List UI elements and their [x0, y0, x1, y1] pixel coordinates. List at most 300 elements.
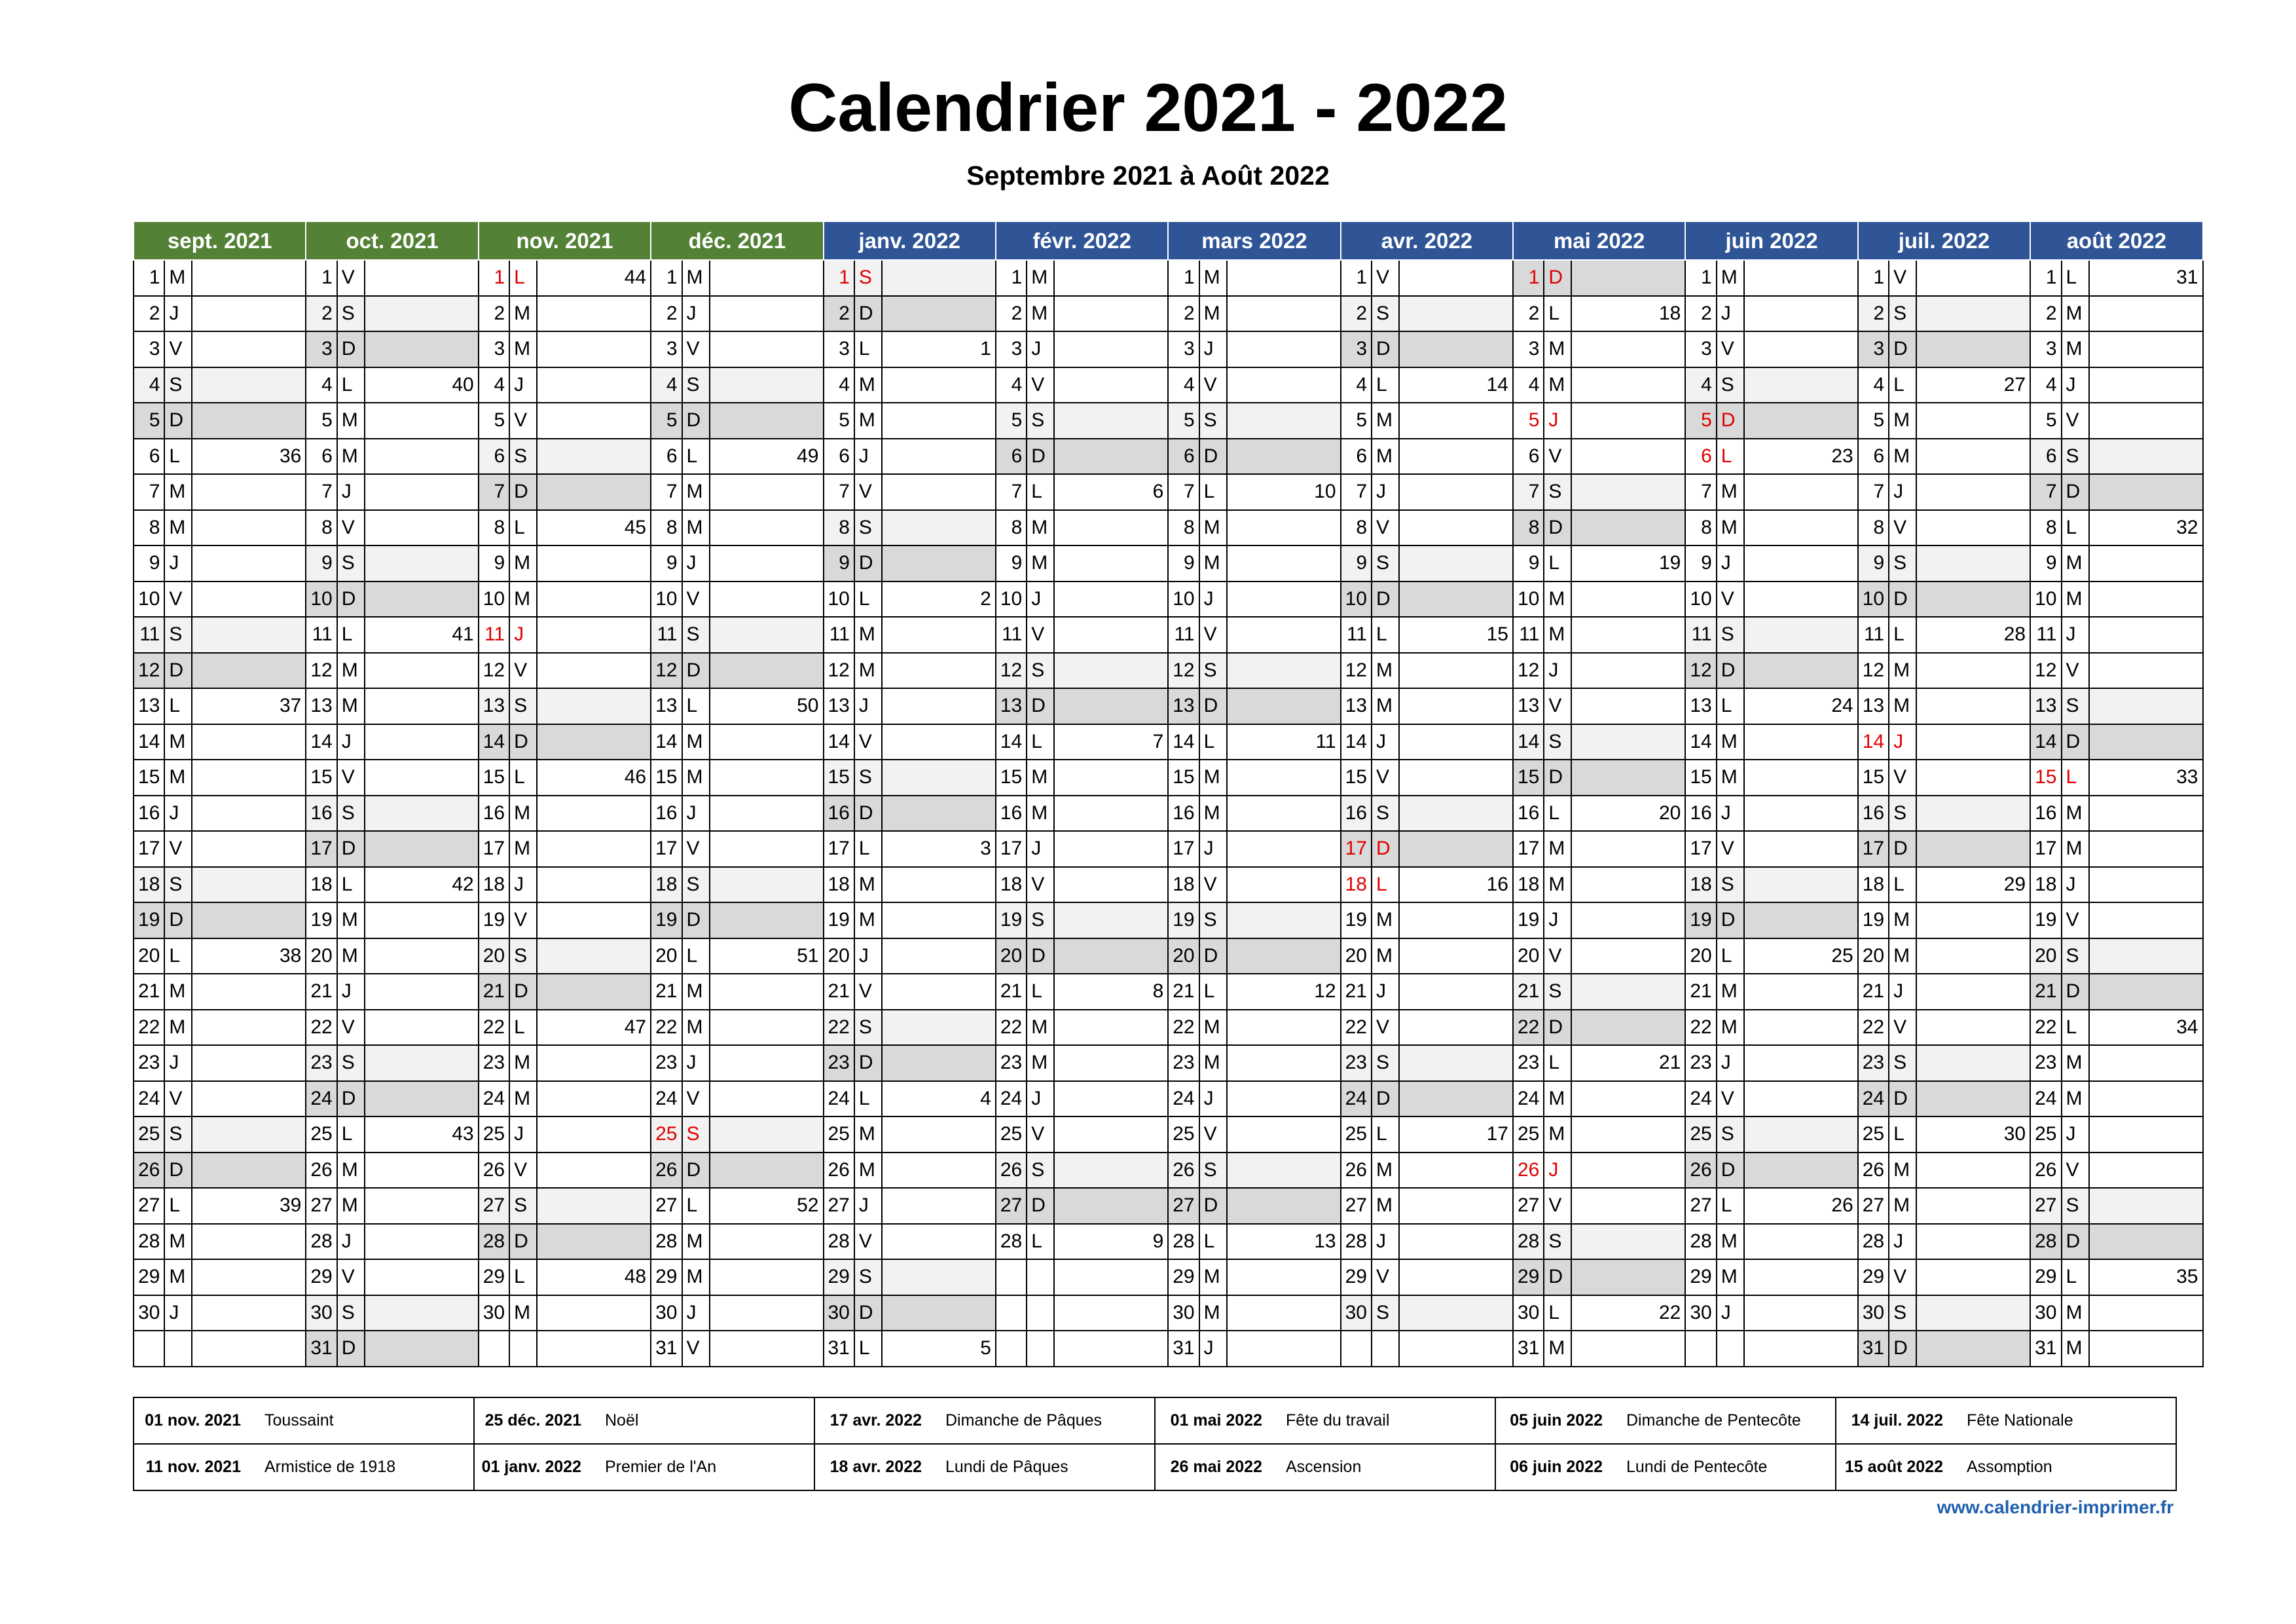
day-letter: L — [2062, 1010, 2089, 1046]
day-number: 26 — [2030, 1153, 2061, 1189]
week-number — [537, 1116, 651, 1153]
day-letter: V — [1027, 867, 1054, 903]
day-letter: V — [337, 1259, 365, 1295]
week-number — [2089, 581, 2203, 618]
day-letter: S — [2062, 688, 2089, 724]
day-letter: V — [1889, 760, 1916, 796]
week-number — [1054, 760, 1168, 796]
week-number: 45 — [537, 510, 651, 546]
day-number: 23 — [306, 1045, 337, 1081]
day-number: 5 — [1341, 403, 1372, 439]
week-number — [1227, 796, 1341, 832]
day-number: 6 — [1168, 439, 1199, 475]
week-number — [537, 1224, 651, 1260]
day-letter: V — [1717, 831, 1744, 867]
day-number: 7 — [306, 474, 337, 510]
day-letter: M — [682, 1259, 710, 1295]
day-letter: D — [1717, 403, 1744, 439]
day-letter: J — [164, 1045, 192, 1081]
day-letter: J — [854, 938, 882, 974]
week-number — [882, 260, 996, 296]
holiday-date: 17 avr. 2022 — [814, 1397, 945, 1444]
week-number — [1054, 1259, 1168, 1295]
day-letter: L — [1544, 796, 1571, 832]
week-number — [2089, 796, 2203, 832]
day-number: 1 — [651, 260, 682, 296]
day-letter: D — [854, 296, 882, 332]
day-number: 11 — [1341, 617, 1372, 653]
week-number — [1399, 581, 1513, 618]
holiday-name: Dimanche de Pâques — [945, 1397, 1155, 1444]
day-letter: S — [1889, 545, 1916, 581]
day-letter: M — [2062, 1045, 2089, 1081]
week-number — [710, 403, 824, 439]
day-number: 13 — [1341, 688, 1372, 724]
week-number — [1744, 831, 1858, 867]
week-number — [882, 1188, 996, 1224]
week-number — [1744, 1331, 1858, 1367]
day-number: 12 — [479, 653, 509, 689]
week-number — [1227, 867, 1341, 903]
day-number: 6 — [1858, 439, 1889, 475]
day-letter: V — [1544, 938, 1571, 974]
day-number: 17 — [1513, 831, 1544, 867]
day-number: 24 — [996, 1081, 1027, 1117]
day-row — [134, 938, 2203, 974]
day-letter: J — [1544, 1153, 1571, 1189]
week-number: 46 — [537, 760, 651, 796]
week-number — [192, 831, 306, 867]
week-number — [1227, 1259, 1341, 1295]
week-number — [1744, 1116, 1858, 1153]
day-letter: S — [2062, 938, 2089, 974]
day-number: 6 — [1513, 439, 1544, 475]
week-number — [1054, 403, 1168, 439]
day-letter: M — [1027, 260, 1054, 296]
week-number — [1227, 688, 1341, 724]
day-letter: M — [1717, 760, 1744, 796]
day-number: 1 — [1168, 260, 1199, 296]
day-letter: J — [1544, 403, 1571, 439]
day-letter: J — [1372, 724, 1399, 760]
week-number: 31 — [2089, 260, 2203, 296]
week-number — [1227, 617, 1341, 653]
day-number: 18 — [996, 867, 1027, 903]
day-row — [134, 331, 2203, 367]
week-number — [1227, 1081, 1341, 1117]
week-number — [1916, 331, 2030, 367]
day-letter: D — [1372, 831, 1399, 867]
week-number — [537, 331, 651, 367]
day-number: 25 — [1685, 1116, 1716, 1153]
day-number: 21 — [1685, 974, 1716, 1010]
week-number — [882, 545, 996, 581]
day-number: 1 — [1513, 260, 1544, 296]
day-number: 19 — [479, 902, 509, 938]
day-number: 17 — [306, 831, 337, 867]
day-letter: M — [1372, 902, 1399, 938]
week-number — [1571, 724, 1685, 760]
day-number: 24 — [1513, 1081, 1544, 1117]
day-number: 28 — [306, 1224, 337, 1260]
day-letter: L — [682, 439, 710, 475]
day-letter: J — [1717, 296, 1744, 332]
day-letter: S — [854, 1010, 882, 1046]
day-letter: S — [1199, 902, 1227, 938]
day-number: 19 — [1858, 902, 1889, 938]
day-letter: D — [1027, 1188, 1054, 1224]
day-letter: M — [1544, 1081, 1571, 1117]
day-number: 16 — [1513, 796, 1544, 832]
day-number: 27 — [306, 1188, 337, 1224]
week-number — [1399, 510, 1513, 546]
day-number: 21 — [1168, 974, 1199, 1010]
week-number: 44 — [537, 260, 651, 296]
holiday-name: Premier de l'An — [605, 1444, 814, 1490]
day-letter: S — [337, 545, 365, 581]
day-letter: S — [509, 439, 537, 475]
day-letter: D — [337, 331, 365, 367]
month-header: janv. 2022 — [824, 221, 996, 260]
week-number — [882, 510, 996, 546]
week-number — [1744, 653, 1858, 689]
week-number — [1054, 1010, 1168, 1046]
day-letter: V — [682, 331, 710, 367]
day-number: 13 — [1513, 688, 1544, 724]
day-number: 17 — [651, 831, 682, 867]
day-number: 9 — [1858, 545, 1889, 581]
week-number — [1054, 1188, 1168, 1224]
day-number: 25 — [2030, 1116, 2061, 1153]
day-number: 27 — [1341, 1188, 1372, 1224]
week-number — [1571, 260, 1685, 296]
day-letter: S — [682, 367, 710, 403]
week-number — [882, 1010, 996, 1046]
week-number — [1571, 1259, 1685, 1295]
day-letter: L — [1544, 296, 1571, 332]
day-letter: M — [1717, 724, 1744, 760]
day-number: 14 — [2030, 724, 2061, 760]
day-number: 3 — [996, 331, 1027, 367]
day-letter: D — [164, 1153, 192, 1189]
week-number — [1744, 1081, 1858, 1117]
day-number: 8 — [1858, 510, 1889, 546]
week-number: 3 — [882, 831, 996, 867]
day-number: 21 — [134, 974, 164, 1010]
day-letter: S — [164, 367, 192, 403]
day-letter: M — [1199, 296, 1227, 332]
week-number: 20 — [1571, 796, 1685, 832]
week-number — [882, 367, 996, 403]
day-letter: V — [682, 1331, 710, 1367]
day-number: 31 — [1513, 1331, 1544, 1367]
holiday-date: 18 avr. 2022 — [814, 1444, 945, 1490]
day-number: 21 — [1513, 974, 1544, 1010]
day-letter: M — [337, 653, 365, 689]
day-letter: S — [1199, 1153, 1227, 1189]
week-number — [1227, 1188, 1341, 1224]
week-number: 5 — [882, 1331, 996, 1367]
day-number: 18 — [1858, 867, 1889, 903]
day-number: 24 — [1858, 1081, 1889, 1117]
day-number: 4 — [996, 367, 1027, 403]
day-number: 23 — [996, 1045, 1027, 1081]
day-letter: J — [337, 974, 365, 1010]
week-number — [710, 831, 824, 867]
website-link[interactable]: www.calendrier-imprimer.fr — [1937, 1497, 2174, 1517]
day-letter: D — [1199, 688, 1227, 724]
week-number — [710, 545, 824, 581]
week-number — [1399, 1331, 1513, 1367]
day-letter: D — [164, 902, 192, 938]
week-number — [1054, 902, 1168, 938]
day-number: 3 — [1513, 331, 1544, 367]
day-letter: S — [854, 760, 882, 796]
week-number — [365, 510, 479, 546]
day-number: 15 — [306, 760, 337, 796]
day-number: 21 — [1858, 974, 1889, 1010]
day-number: 26 — [479, 1153, 509, 1189]
week-number — [1227, 367, 1341, 403]
day-letter: J — [1717, 545, 1744, 581]
day-number: 22 — [1168, 1010, 1199, 1046]
day-number: 27 — [996, 1188, 1027, 1224]
week-number — [2089, 653, 2203, 689]
day-letter: S — [509, 1188, 537, 1224]
day-number: 16 — [2030, 796, 2061, 832]
day-number: 27 — [1685, 1188, 1716, 1224]
day-number: 21 — [824, 974, 854, 1010]
holiday-name: Toussaint — [264, 1397, 474, 1444]
week-number — [1571, 331, 1685, 367]
week-number — [1571, 1010, 1685, 1046]
day-letter: M — [682, 474, 710, 510]
day-number: 19 — [1513, 902, 1544, 938]
day-number: 9 — [1341, 545, 1372, 581]
day-letter: M — [1027, 760, 1054, 796]
day-letter: M — [2062, 1331, 2089, 1367]
week-number — [1054, 653, 1168, 689]
day-number: 5 — [1168, 403, 1199, 439]
day-letter: D — [164, 653, 192, 689]
day-row — [134, 1259, 2203, 1295]
week-number — [882, 796, 996, 832]
day-letter: V — [1372, 260, 1399, 296]
week-number — [537, 867, 651, 903]
day-letter: D — [854, 796, 882, 832]
week-number — [1399, 1153, 1513, 1189]
week-number — [192, 1295, 306, 1331]
day-letter: M — [1027, 296, 1054, 332]
day-letter: J — [854, 688, 882, 724]
day-letter — [1027, 1331, 1054, 1367]
day-number: 11 — [1858, 617, 1889, 653]
day-number: 13 — [1168, 688, 1199, 724]
day-letter: S — [337, 1295, 365, 1331]
day-number: 11 — [1685, 617, 1716, 653]
day-number — [1685, 1331, 1716, 1367]
week-number: 1 — [882, 331, 996, 367]
day-row — [134, 439, 2203, 475]
day-letter: V — [509, 1153, 537, 1189]
day-number: 23 — [134, 1045, 164, 1081]
day-number: 20 — [824, 938, 854, 974]
day-row — [134, 688, 2203, 724]
week-number: 28 — [1916, 617, 2030, 653]
day-letter: D — [509, 474, 537, 510]
week-number — [365, 1259, 479, 1295]
day-number: 11 — [134, 617, 164, 653]
day-letter: L — [854, 581, 882, 618]
day-letter: D — [1027, 439, 1054, 475]
week-number — [1054, 581, 1168, 618]
day-number: 1 — [1341, 260, 1372, 296]
day-letter: M — [1372, 1188, 1399, 1224]
week-number — [365, 1081, 479, 1117]
day-number: 17 — [1168, 831, 1199, 867]
day-letter: M — [1027, 545, 1054, 581]
day-letter: M — [1717, 1259, 1744, 1295]
day-letter: M — [509, 1081, 537, 1117]
day-number: 6 — [134, 439, 164, 475]
day-letter: V — [2062, 653, 2089, 689]
day-letter: D — [337, 831, 365, 867]
day-letter: V — [682, 581, 710, 618]
day-letter: M — [1544, 1116, 1571, 1153]
day-letter: M — [682, 724, 710, 760]
day-letter: J — [682, 545, 710, 581]
day-letter: M — [854, 902, 882, 938]
day-letter: L — [1027, 974, 1054, 1010]
day-letter: M — [1717, 974, 1744, 1010]
day-letter: L — [1889, 867, 1916, 903]
week-number — [365, 688, 479, 724]
week-number — [710, 902, 824, 938]
week-number — [1399, 902, 1513, 938]
week-number — [365, 1153, 479, 1189]
week-number: 27 — [1916, 367, 2030, 403]
day-letter: D — [854, 1045, 882, 1081]
day-number: 7 — [134, 474, 164, 510]
day-letter: M — [1717, 1010, 1744, 1046]
week-number — [365, 331, 479, 367]
day-number: 24 — [651, 1081, 682, 1117]
week-number — [365, 653, 479, 689]
holiday-name: Lundi de Pâques — [945, 1444, 1155, 1490]
day-number: 16 — [479, 796, 509, 832]
day-letter: M — [164, 760, 192, 796]
week-number — [1054, 617, 1168, 653]
day-letter: S — [1027, 403, 1054, 439]
day-number: 10 — [996, 581, 1027, 618]
day-letter: M — [1372, 938, 1399, 974]
day-number: 3 — [306, 331, 337, 367]
week-number: 13 — [1227, 1224, 1341, 1260]
day-number: 18 — [306, 867, 337, 903]
day-row — [134, 1045, 2203, 1081]
day-number: 15 — [134, 760, 164, 796]
day-number: 28 — [1513, 1224, 1544, 1260]
holiday-name: Fête Nationale — [1967, 1397, 2176, 1444]
day-number: 5 — [1513, 403, 1544, 439]
day-letter: L — [682, 688, 710, 724]
day-letter: V — [1027, 617, 1054, 653]
day-number: 6 — [306, 439, 337, 475]
day-number: 7 — [996, 474, 1027, 510]
day-number — [479, 1331, 509, 1367]
day-letter: J — [1889, 474, 1916, 510]
day-number: 29 — [306, 1259, 337, 1295]
week-number — [710, 974, 824, 1010]
day-letter: V — [1027, 367, 1054, 403]
day-number: 28 — [479, 1224, 509, 1260]
day-letter: M — [2062, 1295, 2089, 1331]
day-letter: L — [337, 617, 365, 653]
day-letter: D — [1889, 581, 1916, 618]
day-letter: V — [1889, 1010, 1916, 1046]
day-number: 15 — [996, 760, 1027, 796]
day-letter: L — [509, 510, 537, 546]
day-letter: D — [1889, 831, 1916, 867]
day-number: 29 — [1168, 1259, 1199, 1295]
day-number: 14 — [1168, 724, 1199, 760]
week-number — [1227, 938, 1341, 974]
day-number: 9 — [651, 545, 682, 581]
week-number — [1227, 581, 1341, 618]
day-number: 29 — [651, 1259, 682, 1295]
day-letter: M — [164, 260, 192, 296]
day-number: 14 — [134, 724, 164, 760]
week-number: 34 — [2089, 1010, 2203, 1046]
week-number — [710, 617, 824, 653]
week-number — [1744, 1295, 1858, 1331]
week-number — [710, 260, 824, 296]
day-number: 10 — [1513, 581, 1544, 618]
day-number: 8 — [134, 510, 164, 546]
day-letter: M — [164, 1259, 192, 1295]
day-number: 7 — [1858, 474, 1889, 510]
day-number: 7 — [2030, 474, 2061, 510]
week-number — [1227, 760, 1341, 796]
day-letter: M — [2062, 296, 2089, 332]
day-number: 21 — [1341, 974, 1372, 1010]
day-letter: V — [1889, 510, 1916, 546]
day-letter: S — [2062, 1188, 2089, 1224]
day-letter: J — [509, 867, 537, 903]
day-letter: M — [337, 403, 365, 439]
day-letter: S — [1027, 653, 1054, 689]
week-number — [365, 439, 479, 475]
day-number: 28 — [2030, 1224, 2061, 1260]
day-number: 27 — [2030, 1188, 2061, 1224]
day-letter: J — [1372, 474, 1399, 510]
day-letter: V — [2062, 902, 2089, 938]
day-number: 20 — [651, 938, 682, 974]
day-number: 25 — [824, 1116, 854, 1153]
day-letter: J — [1027, 581, 1054, 618]
day-letter: V — [1717, 581, 1744, 618]
day-letter: S — [1717, 617, 1744, 653]
day-number: 25 — [1513, 1116, 1544, 1153]
week-number — [1399, 296, 1513, 332]
week-number — [192, 902, 306, 938]
day-number: 1 — [1685, 260, 1716, 296]
day-letter — [1027, 1259, 1054, 1295]
week-number: 2 — [882, 581, 996, 618]
day-letter: M — [854, 653, 882, 689]
week-number — [192, 617, 306, 653]
week-number — [192, 510, 306, 546]
